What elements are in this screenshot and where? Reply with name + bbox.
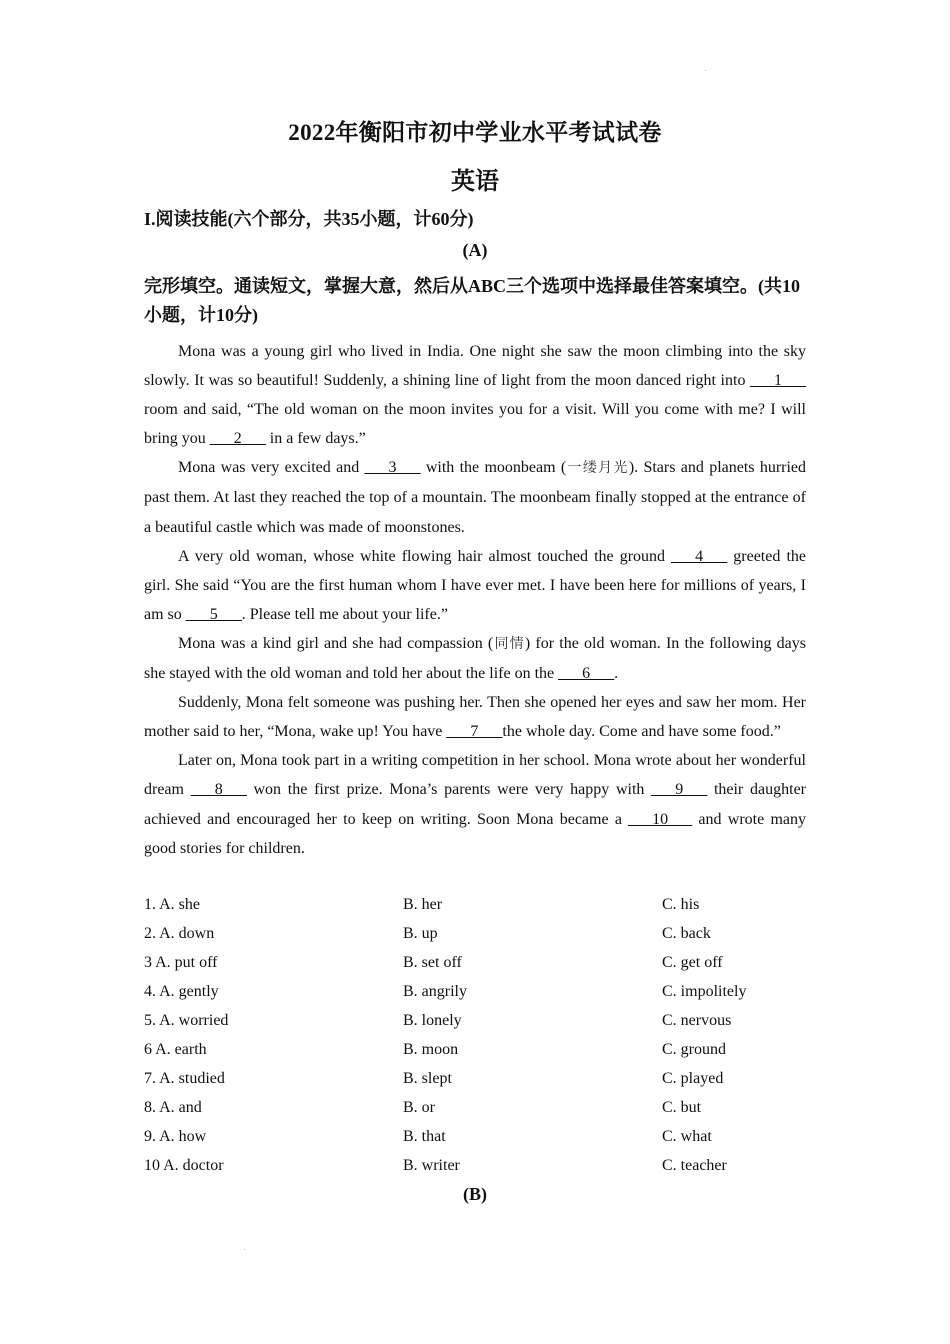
page-title: 2022年衡阳市初中学业水平考试试卷 <box>288 120 662 145</box>
option-row <box>144 1035 806 1064</box>
option-a: 10 A. doctor <box>144 1157 224 1174</box>
part-a-label: (A) <box>462 240 488 260</box>
option-a: 6 A. earth <box>144 1041 207 1058</box>
passage-text: and wrote many good stories for children. <box>144 810 806 857</box>
option-b: B. moon <box>403 1041 459 1058</box>
blank-10: ___10___ <box>628 810 693 828</box>
passage-text: Mona was a kind girl and she had compassion ( <box>178 634 494 652</box>
passage-text: . <box>614 665 619 683</box>
blank-8: ___8___ <box>190 781 247 799</box>
option-b: B. her <box>403 896 443 913</box>
passage-text: room and said, “The old woman on the moon invites you for a visit. Will you come with me? I will bring you <box>144 401 806 448</box>
passage-text: with the moonbeam ( <box>420 459 567 477</box>
paragraph-3 <box>144 542 806 629</box>
option-a: 9. A. how <box>144 1128 207 1145</box>
paragraph-4 <box>144 629 806 688</box>
option-b: B. writer <box>403 1157 460 1174</box>
blank-4: ___4___ <box>671 547 728 565</box>
passage-text: Mona was very excited and <box>178 459 365 477</box>
option-row <box>144 1151 806 1180</box>
blank-1: ___1___ <box>750 372 806 390</box>
option-row <box>144 1093 806 1122</box>
paragraph-2 <box>144 453 806 541</box>
option-row <box>144 977 806 1006</box>
paragraph-5 <box>144 688 806 746</box>
answer-options <box>144 890 806 1180</box>
passage-text: A very old woman, whose white flowing hair almost touched the ground <box>178 547 672 565</box>
blank-3: ___3___ <box>364 459 421 477</box>
cloze-passage <box>144 337 806 863</box>
passage-text: won the first prize. Mona’s parents were very happy with <box>246 781 652 799</box>
scan-dot <box>705 70 706 71</box>
option-b: B. that <box>403 1128 446 1145</box>
option-c: C. but <box>662 1099 702 1116</box>
option-b: B. set off <box>403 954 462 971</box>
option-c: C. back <box>662 925 711 942</box>
blank-6: ___6___ <box>558 665 615 683</box>
option-row <box>144 1064 806 1093</box>
passage-text: ) for the old woman. In the following days she stayed with the old woman and told her about the life on the <box>144 634 807 683</box>
paragraph-1 <box>144 337 806 453</box>
passage-text: Suddenly, Mona felt someone was pushing her. Then she opened her eyes and saw her mom. Her mother said to her, “Mona, wake up! You have <box>144 694 806 741</box>
option-a: 1. A. she <box>144 896 200 913</box>
blank-9: ___9___ <box>651 781 708 799</box>
option-b: B. angrily <box>403 983 467 1000</box>
option-a: 8. A. and <box>144 1099 202 1116</box>
option-row <box>144 890 806 919</box>
blank-5: ___5___ <box>185 605 242 623</box>
blank-7: ___7___ <box>446 723 503 741</box>
option-a: 2. A. down <box>144 925 215 942</box>
option-c: C. get off <box>662 954 723 971</box>
instructions: 完形填空。通读短文，掌握大意，然后从ABC三个选项中选择最佳答案填空。(共10小题，计10分) <box>144 276 800 325</box>
passage-text: ). Stars and planets hurried past them. At last they reached the top of a mountain. The moonbeam finally stopped at the entrance of a beautiful castle which was made of moonstones. <box>144 459 807 536</box>
option-row <box>144 1006 806 1035</box>
chinese-gloss: 一缕月光 <box>566 460 629 477</box>
option-c: C. what <box>662 1128 712 1145</box>
option-row <box>144 948 806 977</box>
option-c: C. his <box>662 896 700 913</box>
chinese-gloss: 同情 <box>493 635 525 652</box>
option-c: C. impolitely <box>662 983 747 1000</box>
scan-dot <box>244 1249 245 1250</box>
option-a: 5. A. worried <box>144 1012 229 1029</box>
option-b: B. slept <box>403 1070 452 1087</box>
option-b: B. lonely <box>403 1012 462 1029</box>
passage-text: the whole day. Come and have some food.” <box>502 723 781 741</box>
option-b: B. or <box>403 1099 435 1116</box>
passage-text: Mona was a young girl who lived in India. One night she saw the moon climbing into the sky slowly. It was so beautiful! Suddenly, a shining line of light from the moon danced right into <box>144 343 806 390</box>
section-heading: I.阅读技能(六个部分，共35小题，计60分) <box>144 209 474 229</box>
option-b: B. up <box>403 925 438 942</box>
option-a: 3 A. put off <box>144 954 218 971</box>
option-c: C. nervous <box>662 1012 732 1029</box>
passage-text: their daughter achieved and encouraged her to keep on writing. Soon Mona became a <box>144 781 806 828</box>
option-a: 7. A. studied <box>144 1070 225 1087</box>
passage-text: Later on, Mona took part in a writing competition in her school. Mona wrote about her wonderful dream <box>144 752 806 799</box>
blank-2: ___2___ <box>209 430 266 448</box>
part-b-label: (B) <box>463 1184 487 1204</box>
option-c: C. played <box>662 1070 724 1087</box>
passage-text: . Please tell me about your life.” <box>241 605 448 623</box>
option-row <box>144 919 806 948</box>
passage-text: in a few days.” <box>265 430 366 448</box>
subject-title: 英语 <box>451 169 499 195</box>
option-a: 4. A. gently <box>144 983 219 1000</box>
paragraph-6 <box>144 746 806 862</box>
option-c: C. ground <box>662 1041 726 1058</box>
option-row <box>144 1122 806 1151</box>
passage-text: greeted the girl. She said “You are the first human whom I have ever met. I have been here for millions of years, I am so <box>144 547 807 623</box>
option-c: C. teacher <box>662 1157 727 1174</box>
